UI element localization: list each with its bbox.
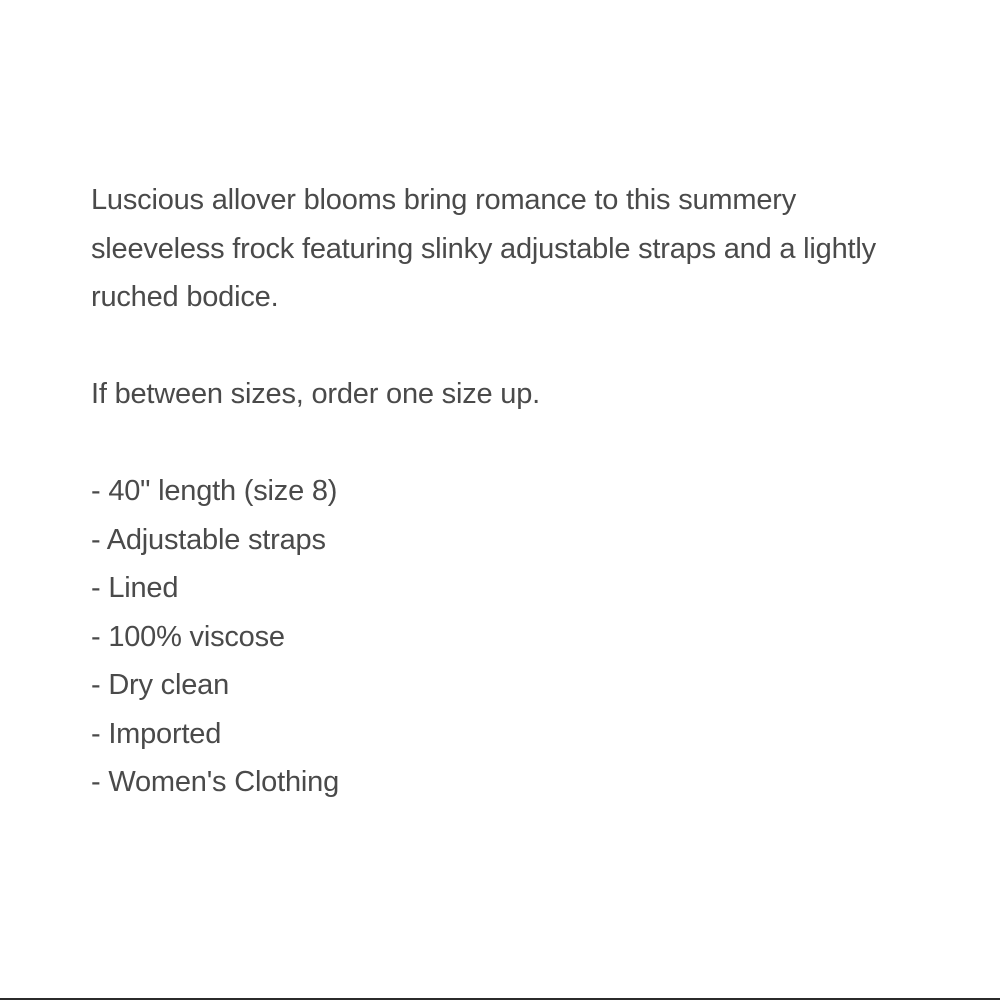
feature-item-straps: - Adjustable straps [91,523,326,556]
feature-item-care: - Dry clean [91,669,229,701]
feature-list [91,467,911,807]
feature-item-length: - 40" length (size 8) [91,475,338,507]
paragraph-spacer [91,419,911,468]
feature-item-lined: - Lined [91,572,179,604]
product-description [91,176,911,807]
sizing-note: If between sizes, order one size up. [91,378,540,410]
feature-item-category: - Women's Clothing [91,766,339,798]
feature-item-material: - 100% viscose [91,620,285,653]
paragraph-spacer [91,322,911,371]
feature-item-origin: - Imported [91,717,222,750]
description-paragraph: Luscious allover blooms bring romance to this summery sleeveless frock featuring slinky adjustable straps and a lightly ruched bodice. [91,184,876,313]
